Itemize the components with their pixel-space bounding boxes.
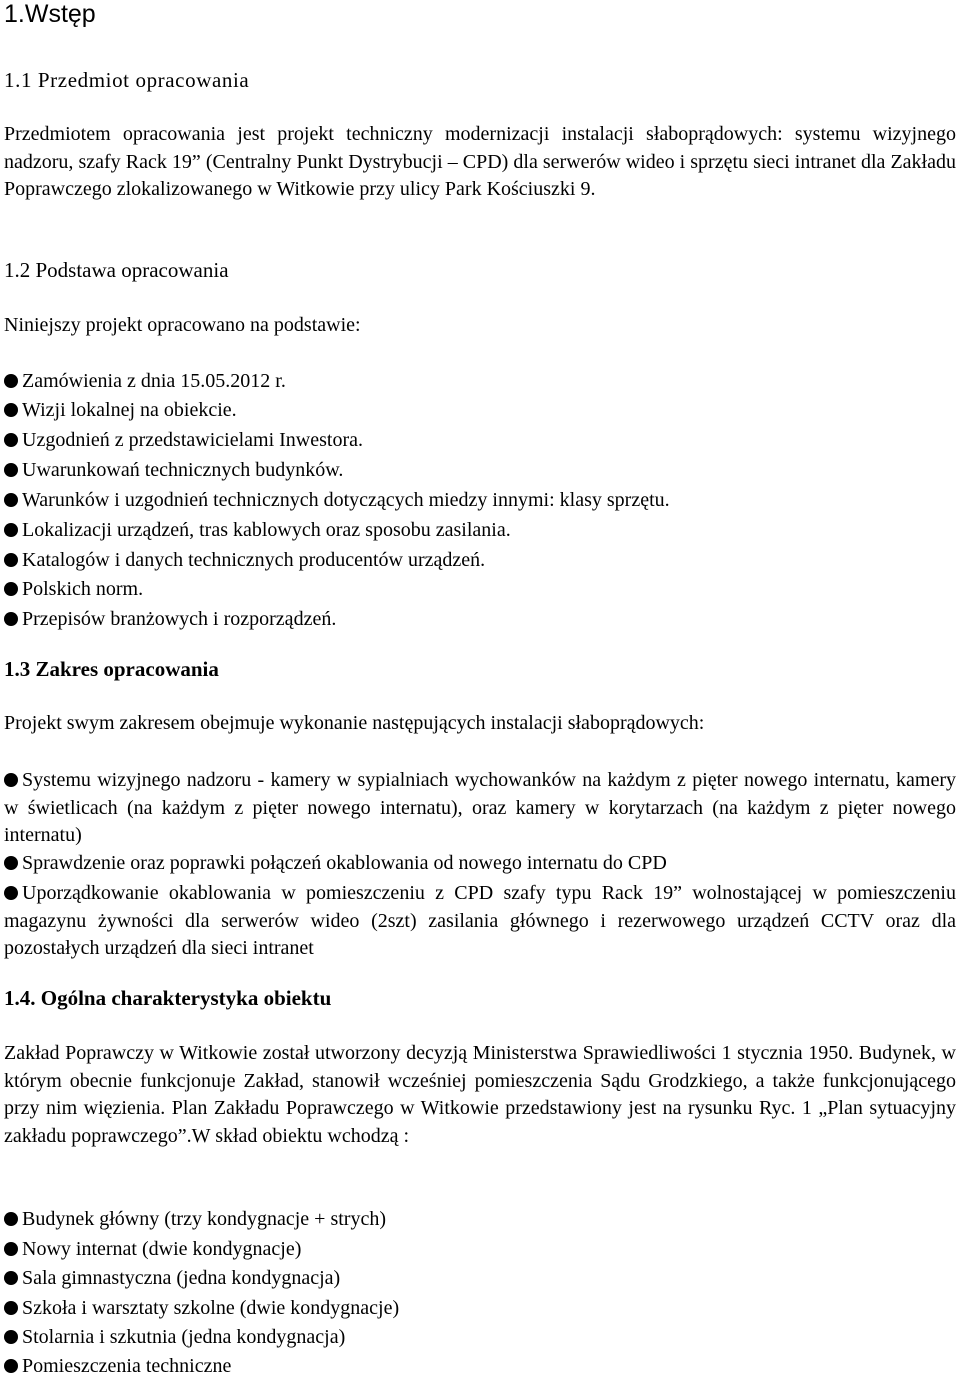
list-item: Uporządkowanie okablowania w pomieszczeniu z CPD szafy typu Rack 19” wolnostającej w pomieszczeniu magazynu żywności dla serwerów wideo (2szt) zasilania głównego i rezerwowego urządzeń CCTV oraz dla pozostałych urządzeń dla sieci intranet xyxy=(4,882,956,959)
bullet-icon xyxy=(4,856,18,870)
list-item: Sprawdzenie oraz poprawki połączeń okablowania od nowego internatu do CPD xyxy=(4,850,956,878)
section-1-4-text: Zakład Poprawczy w Witkowie został utworzony decyzją Ministerstwa Sprawiedliwości 1 stycznia 1950. Budynek, w którym obecnie funkcjonuje Zakład, stanowił wcześniej pomieszczenia Sądu Grodzkiego, a także funkcjonującego przy nim więzienia. Plan Zakładu Poprawczego w Witkowie przedstawiony jest na rysunku Ryc. 1 „Plan sytuacyjny zakładu poprawczego”.W skład obiektu wchodzą : xyxy=(4,1042,956,1147)
bullet-icon xyxy=(4,1271,18,1285)
list-item: Uwarunkowań technicznych budynków. xyxy=(4,458,343,482)
list-item: Systemu wizyjnego nadzoru - kamery w sypialniach wychowanków na każdym z pięter nowego internatu, kamery w świetlicach (na każdym z pięter nowego internatu), oraz kamery w korytarzach (na każdym z pięter nowego internatu) xyxy=(4,769,956,846)
list-item: Budynek główny (trzy kondygnacje + strych) xyxy=(4,1207,386,1231)
bullet-icon xyxy=(4,1212,18,1226)
bullet-icon xyxy=(4,1242,18,1256)
bullet-icon xyxy=(4,886,18,900)
list-item: Polskich norm. xyxy=(4,577,143,601)
bullet-icon xyxy=(4,612,18,626)
main-heading: 1.Wstęp xyxy=(4,0,96,28)
section-1-1-title: 1.1 Przedmiot opracowania xyxy=(4,68,250,92)
section-1-1-text: Przedmiotem opracowania jest projekt techniczny modernizacji instalacji słaboprądowych: systemu wizyjnego nadzoru, szafy Rack 19” (Centralny Punkt Dystrybucji – CPD) dla serwerów wideo i sprzętu sieci intranet dla Zakładu Poprawczego zlokalizowanego w Witkowie przy ulicy Park Kościuszki 9. xyxy=(4,123,956,200)
section-1-2-intro: Niniejszy projekt opracowano na podstawie: xyxy=(4,314,361,336)
bullet-icon xyxy=(4,403,18,417)
list-item: Nowy internat (dwie kondygnacje) xyxy=(4,1237,301,1261)
list-item: Szkoła i warsztaty szkolne (dwie kondygnacje) xyxy=(4,1296,399,1320)
section-1-2-title: 1.2 Podstawa opracowania xyxy=(4,258,229,282)
section-1-3-title: 1.3 Zakres opracowania xyxy=(4,657,219,681)
section-1-3-intro: Projekt swym zakresem obejmuje wykonanie następujących instalacji słaboprądowych: xyxy=(4,712,705,734)
list-item: Warunków i uzgodnień technicznych dotyczących miedzy innymi: klasy sprzętu. xyxy=(4,488,670,512)
bullet-icon xyxy=(4,773,18,787)
bullet-icon xyxy=(4,493,18,507)
bullet-icon xyxy=(4,463,18,477)
list-item: Zamówienia z dnia 15.05.2012 r. xyxy=(4,369,286,393)
bullet-icon xyxy=(4,1301,18,1315)
list-item: Uzgodnień z przedstawicielami Inwestora. xyxy=(4,428,363,452)
list-item: Pomieszczenia techniczne xyxy=(4,1354,231,1378)
bullet-icon xyxy=(4,1359,18,1373)
bullet-icon xyxy=(4,582,18,596)
list-item: Katalogów i danych technicznych producentów urządzeń. xyxy=(4,548,485,572)
bullet-icon xyxy=(4,374,18,388)
list-item: Lokalizacji urządzeń, tras kablowych oraz sposobu zasilania. xyxy=(4,518,511,542)
bullet-icon xyxy=(4,523,18,537)
list-item: Wizji lokalnej na obiekcie. xyxy=(4,398,237,422)
list-item: Sala gimnastyczna (jedna kondygnacja) xyxy=(4,1266,340,1290)
bullet-icon xyxy=(4,1330,18,1344)
bullet-icon xyxy=(4,553,18,567)
list-item: Stolarnia i szkutnia (jedna kondygnacja) xyxy=(4,1325,345,1349)
list-item: Przepisów branżowych i rozporządzeń. xyxy=(4,607,336,631)
bullet-icon xyxy=(4,433,18,447)
section-1-4-title: 1.4. Ogólna charakterystyka obiektu xyxy=(4,986,332,1010)
